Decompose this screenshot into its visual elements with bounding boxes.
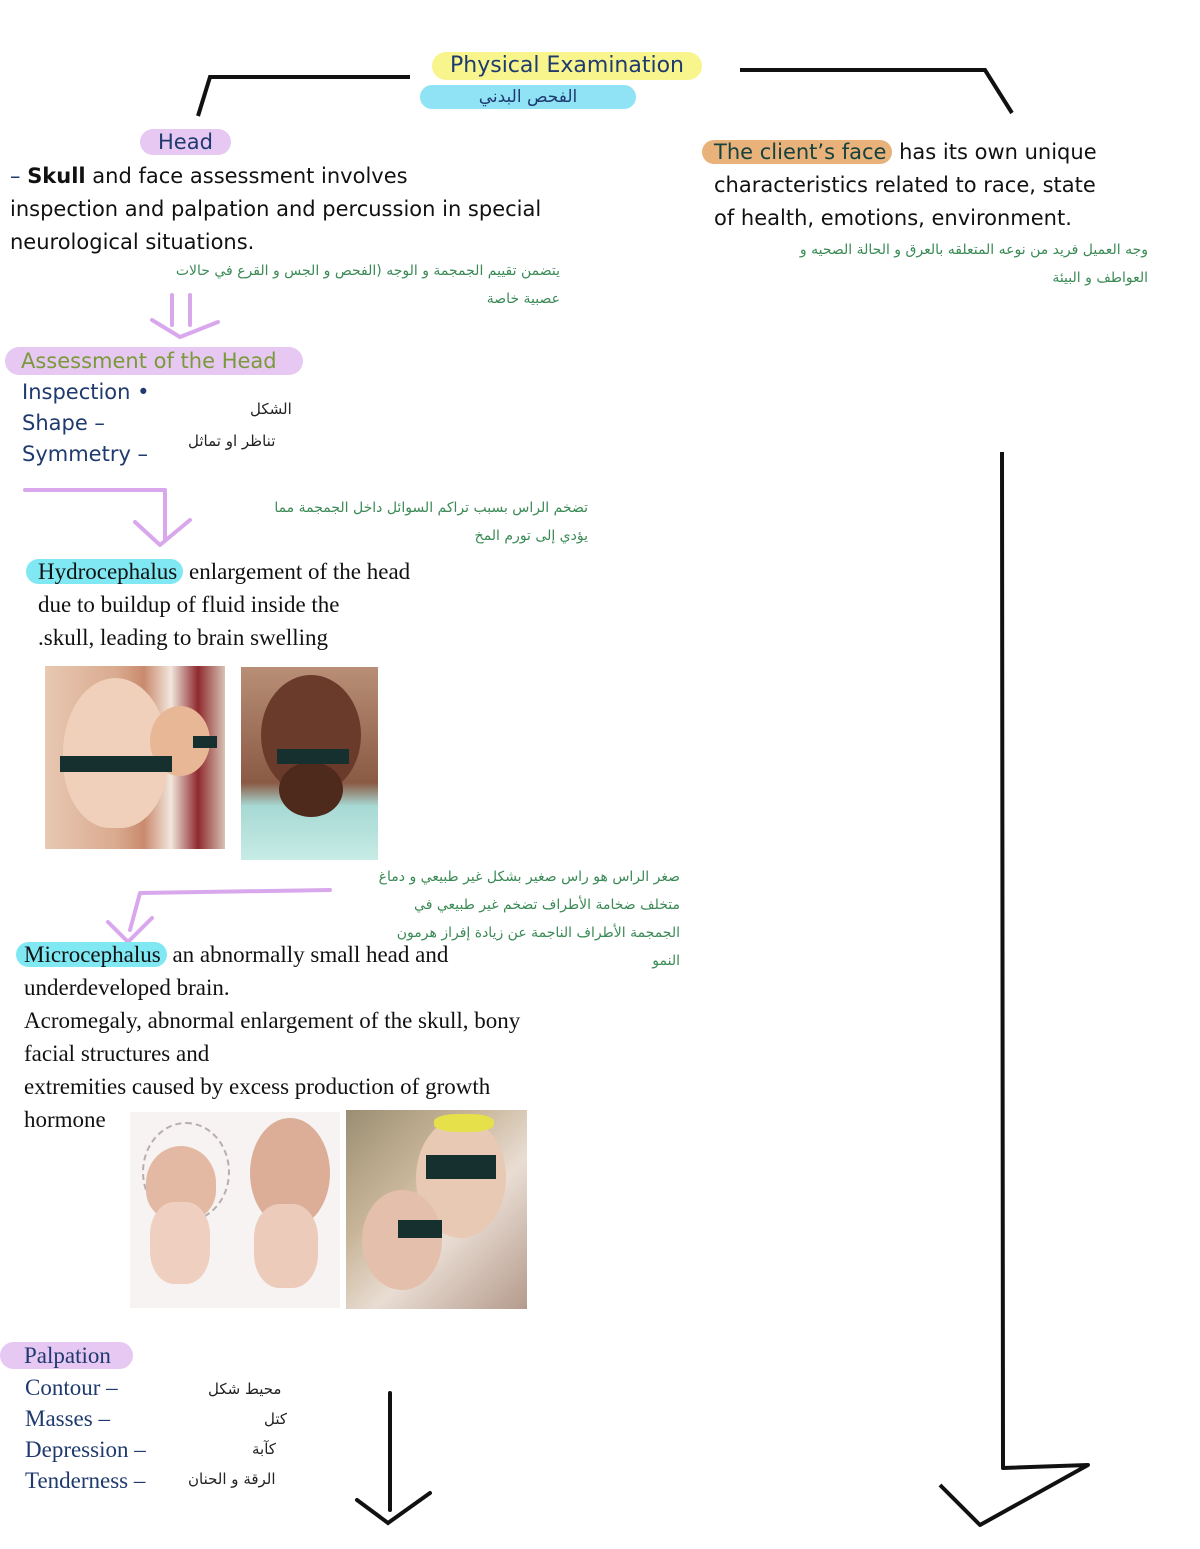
hydro-arrow	[25, 490, 190, 545]
palpation-title: Palpation	[0, 1342, 133, 1369]
micro-ar-line2: متخلف ضخامة الأطراف تضخم غير طبيعي في	[414, 897, 680, 913]
page-title-arabic: الفحص البدني	[420, 85, 636, 109]
micro-line1: an abnormally small head and	[166, 942, 449, 967]
micro-ar-line3: الجمجمة الأطراف الناجمة عن زيادة إفراز هرمون	[396, 925, 680, 941]
assessment-title: Assessment of the Head	[5, 347, 303, 375]
contour-arabic: محيط شكل	[208, 1380, 282, 1398]
head-line1: and face assessment involves	[85, 164, 408, 188]
hydrocephalus-photo-2	[241, 667, 378, 860]
micro-arrow	[108, 890, 330, 942]
micro-line2: underdeveloped brain.	[24, 975, 230, 1000]
palpation-item-masses: Masses –	[25, 1406, 110, 1431]
head-bold-word: Skull	[27, 164, 86, 188]
masses-arabic: كتل	[264, 1410, 288, 1428]
microcephalus-photo	[346, 1110, 527, 1309]
face-description	[702, 136, 1197, 235]
head-dash: –	[10, 164, 28, 188]
hydro-line1: enlargement of the head	[183, 559, 411, 584]
hydro-ar-line2: يؤدي إلى تورم المخ	[474, 528, 588, 544]
micro-description	[16, 938, 656, 1136]
head-line2: inspection and palpation and percussion in special	[10, 197, 542, 221]
face-line1: has its own unique	[892, 140, 1097, 164]
right-down-arrow	[940, 452, 1088, 1525]
bottom-down-arrow	[357, 1393, 430, 1523]
acro-line4: hormone	[24, 1107, 106, 1132]
hydro-line2: due to buildup of fluid inside the	[38, 592, 340, 617]
title-right-connector	[740, 70, 1012, 113]
symmetry-arabic: تناظر او تماثل	[188, 432, 276, 450]
face-line3: of health, emotions, environment.	[714, 206, 1072, 230]
palpation-item-tenderness: Tenderness –	[25, 1468, 146, 1493]
assessment-item-shape: Shape –	[22, 411, 105, 435]
assessment-item-symmetry: Symmetry –	[22, 442, 149, 466]
acro-line1: Acromegaly, abnormal enlargement of the skull, bony	[24, 1008, 521, 1033]
palpation-item-contour: Contour –	[25, 1375, 118, 1400]
hydro-description	[26, 555, 546, 654]
palpation-list	[25, 1372, 146, 1496]
acro-line3: extremities caused by excess production of growth	[24, 1074, 491, 1099]
shape-arabic: الشكل	[250, 400, 292, 418]
microcephalus-illustration	[130, 1112, 340, 1308]
hydro-ar-line1: تضخم الراس بسبب تراكم السوائل داخل الجمجمة مما	[274, 500, 588, 516]
hydro-term: Hydrocephalus	[26, 559, 183, 584]
tenderness-arabic: الرقة و الحنان	[188, 1470, 276, 1488]
face-ar-line1: وجه العميل فريد من نوعه المتعلقه بالعرق و الحالة الصحيه و	[799, 242, 1148, 258]
face-label: The client’s face	[702, 140, 892, 164]
head-ar-line2: عصبية خاصة	[486, 291, 560, 307]
assessment-list	[22, 377, 150, 470]
face-ar-line2: العواطف و البيئة	[1052, 270, 1148, 286]
palpation-item-depression: Depression –	[25, 1437, 146, 1462]
head-arabic-note	[40, 257, 560, 313]
face-arabic-note	[700, 236, 1148, 292]
depression-arabic: كآبة	[252, 1440, 276, 1458]
micro-ar-line1: صغر الراس هو راس صغير بشكل غير طبيعي و دماغ	[378, 869, 680, 885]
hydro-arabic-note	[200, 494, 588, 550]
hydrocephalus-photo-1	[45, 666, 225, 849]
head-ar-line1: يتضمن تقييم الجمجمة و الوجه (الفحص و الجس و القرع في حالات	[175, 263, 560, 279]
assessment-item-inspection: Inspection •	[22, 380, 150, 404]
hydro-line3: .skull, leading to brain swelling	[38, 625, 329, 650]
head-description	[10, 160, 670, 259]
head-line3: neurological situations.	[10, 230, 255, 254]
page-title: Physical Examination	[432, 52, 702, 80]
acro-line2: facial structures and	[24, 1041, 210, 1066]
head-label: Head	[140, 129, 231, 155]
micro-term: Microcephalus	[16, 942, 167, 967]
face-line2: characteristics related to race, state	[714, 173, 1096, 197]
title-left-connector	[198, 77, 410, 116]
micro-ar-line4: النمو	[652, 953, 680, 969]
